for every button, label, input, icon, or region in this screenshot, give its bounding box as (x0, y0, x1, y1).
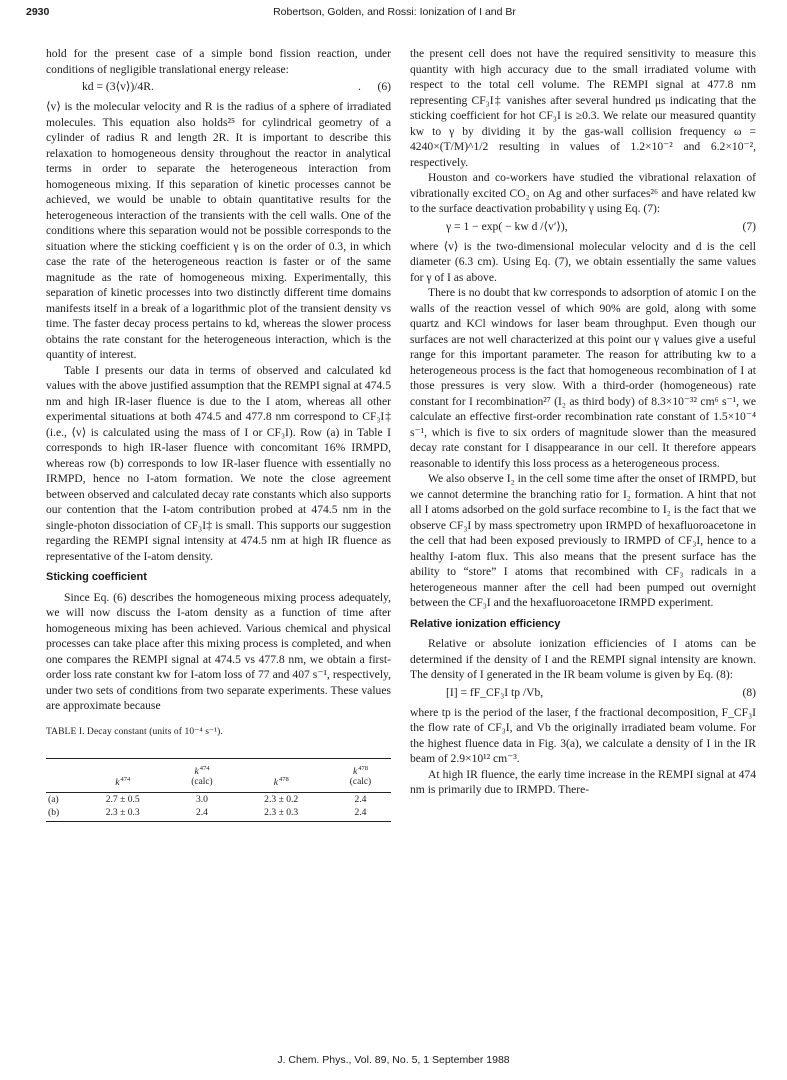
table-cell: 2.3 ± 0.2 (264, 794, 299, 805)
equation-dot: . (358, 80, 361, 93)
paragraph: the present cell does not have the required sensitivity to measure this quantity with high accuracy due to the small irradiated volume with respect to the total cell volume. The REMPI signal at 477.8 nm representing CF₃I‡ vanishes after several hundred μs indicating that the sticking coefficient for hot CF₃I is ≥0.3. We relate our measured quantity kw to γ by dividing it by the gas-wall collision frequency ω = 4240×(T/M)^1/2 resulting in values of 1.2×10⁻² and 6.2×10⁻², respectively. (410, 47, 756, 169)
section-heading-relative: Relative ionization efficiency (410, 617, 561, 630)
decay-constant-table (46, 758, 391, 822)
journal-citation-footer: J. Chem. Phys., Vol. 89, No. 5, 1 September 1988 (277, 1054, 510, 1066)
table-row (46, 793, 391, 807)
equation-body: γ = 1 − exp( − kw d /⟨v′⟩), (446, 219, 568, 233)
table-cell: 3.0 (195, 794, 208, 805)
equation-7 (410, 219, 756, 236)
right-column (410, 46, 756, 798)
table-cell: 2.7 ± 0.5 (105, 794, 140, 805)
paragraph: There is no doubt that kw corresponds to adsorption of atomic I on the walls of the reaction vessel of which 90% are gold, along with some quartz and KCl windows for laser beam throughput. Even though our surfaces are not well characterized at this point our γ values give a useful range for this important parameter. The reason for attributing kw to a heterogeneous process is the fact that homogeneous recombination of I at those pressures is very slow. With a third-order (homogeneous) rate constant for I recombination²⁷ (I₂ as third body) of 8.3×10⁻³² cm⁶ s⁻¹, we calculate an effective first-order recombination rate constant of 1.5×10⁻⁴ s⁻¹, which is five to six orders of magnitude slower than the measured decay rate constant for I disappearance in our cell. It therefore appears reasonable to identify this loss process as a heterogeneous process. (410, 286, 756, 470)
paragraph: Since Eq. (6) describes the homogeneous mixing process adequately, we will now discuss the I-atom density as a function of time after homogeneous mixing has been achieved. Various chemical and physical processes can take place after this mixing process is completed, and when one compares the REMPI signal at 474.5 vs 477.8 nm, we obtain a first-order loss rate constant kw for I-atom loss of 77 and 407 s⁻¹, respectively, under two sets of conditions from two separate experiments. These values are approximate because (46, 590, 391, 712)
paragraph: where tp is the period of the laser, f the fractional decomposition, F_CF₃I the flow rate of CF₃I, and Vb the originally irradiated beam volume. For the highest fluence data in Fig. 3(a), we calculate a density of I in the IR beam of 2.9×10¹² cm⁻³. (410, 705, 756, 765)
table-cell: 2.4 (354, 794, 367, 805)
paragraph: At high IR fluence, the early time increase in the REMPI signal at 474 nm is primarily due to IRMPD. There- (410, 767, 756, 796)
paragraph: Relative or absolute ionization efficiencies of I atoms can be determined if the density of I and the REMPI signal intensity are known. The density of I generated in the IR beam volume is given by Eq. (8): (410, 637, 756, 681)
equation-8 (410, 685, 756, 702)
paragraph: ⟨v⟩ is the molecular velocity and R is the radius of a sphere of irradiated molecules. This equation also holds²⁵ for cylindrical geometry of a cylinder of radius R and length 2R. It is important to describe this relaxation to homogeneous density throughout the reactor in analytical terms in order to separate the heterogeneous interaction from homogeneous mixing. If this separation of kinetic processes cannot be achieved, we would be unable to obtain quantitative results for the heterogeneous interaction of the transients with the cell walls. One of the conditions where this separation would not be possible corresponds to the situation where the sticking coefficient γ is on the order of 0.3, in which case the rate of the heterogeneous reaction is faster or of the same magnitude as the rate of homogeneous mixing. Experimentally, this separation of kinetic processes into two distinctly different time domains manifests itself in a break of a logarithmic plot of the transient density vs time. The faster decay process pertains to kd, whereas the slower process obtains the rate constant for the heterogeneous interaction, which is the quantity of interest. (46, 100, 391, 361)
table-row (46, 806, 391, 822)
equation-body: [I] = fF_CF₃I tp /Vb, (446, 685, 544, 699)
table-row-label: (b) (46, 806, 74, 822)
running-header (26, 6, 763, 24)
page-number: 2930 (26, 6, 50, 18)
equation-number: (8) (742, 685, 756, 699)
table-header-cell: k478 (calc) (330, 761, 391, 793)
paragraph: where ⟨v⟩ is the two-dimensional molecular velocity and d is the cell diameter (6.3 cm). Using Eq. (7), we obtain essentially the same values for γ of I as above. (410, 239, 756, 284)
table-header-cell: k474 (calc) (171, 761, 232, 793)
table-header-row (46, 761, 391, 793)
table-caption: TABLE I. Decay constant (units of 10⁻⁴ s⁻¹). (46, 726, 223, 737)
paragraph: hold for the present case of a simple bond fission reaction, under conditions of negligible translational energy release: (46, 47, 391, 76)
table-cell: 2.3 ± 0.3 (74, 806, 171, 822)
running-title: Robertson, Golden, and Rossi: Ionization of I and Br (273, 6, 516, 18)
paragraph: Table I presents our data in terms of observed and calculated kd values with the above justified assumption that the REMPI signal at 474.5 nm and high IR-laser fluence is due to the I atom, whereas all other experimental situations at both 474.5 and 477.8 nm correspond to CF₃I‡ (i.e., ⟨v⟩ is calculated using the mass of I or CF₃I). Row (a) in Table I corresponds to high IR-laser fluence with concomitant 16% IRMPD, whereas row (b) corresponds to low IR-laser fluence with essentially no IRMPD, hence no I-atom formation. We note the close agreement between observed and calculated decay rate constants which also supports our contention that the I-atom contribution probed at 474.5 nm in the single-photon dissociation of CF₃I‡ is small. This supports our suggestion regarding the REMPI signal intensity at 474.5 nm at high IR fluence as representative of the I-atom density. (46, 363, 391, 563)
table-header-cell (46, 761, 74, 793)
section-heading-sticking: Sticking coefficient (46, 571, 147, 583)
table-cell: 2.4 (171, 806, 232, 822)
table-header-cell: k478 (232, 761, 329, 793)
equation-number: (7) (742, 219, 756, 233)
table-cell: 2.3 ± 0.3 (232, 806, 329, 822)
equation-body: kd = (3⟨v⟩)/4R. (82, 80, 154, 93)
table-row-label: (a) (48, 794, 59, 805)
equation-6 (46, 79, 391, 96)
left-column (46, 46, 391, 822)
paragraph: We also observe I₂ in the cell some time after the onset of IRMPD, but we cannot determine the branching ratio for I₂ formation. A hint that not all I atoms adsorbed on the gold surface recombine to I₂ is the fact that we observe CF₃I by mass spectrometry upon IRMPD of hexafluoroacetone in the cell that had been exposed previously to IRMPD of CF₃I, hence to a healthy I-atom flux. This also means that the present surface has the ability to “store” I atoms that recombined with CF₃ radicals in a heterogeneous manner after the cell had been pumped out overnight between the CF₃I and the hexafluoroacetone IRMPD experiment. (410, 472, 756, 609)
paragraph: Houston and co-workers have studied the vibrational relaxation of vibrationally excited CO₂ on Ag and other surfaces²⁶ and have related kw to the surface deactivation probability γ using Eq. (7): (410, 171, 756, 215)
equation-number: (6) (377, 80, 391, 93)
table-cell: 2.4 (330, 806, 391, 822)
table-header-cell: k474 (74, 761, 171, 793)
